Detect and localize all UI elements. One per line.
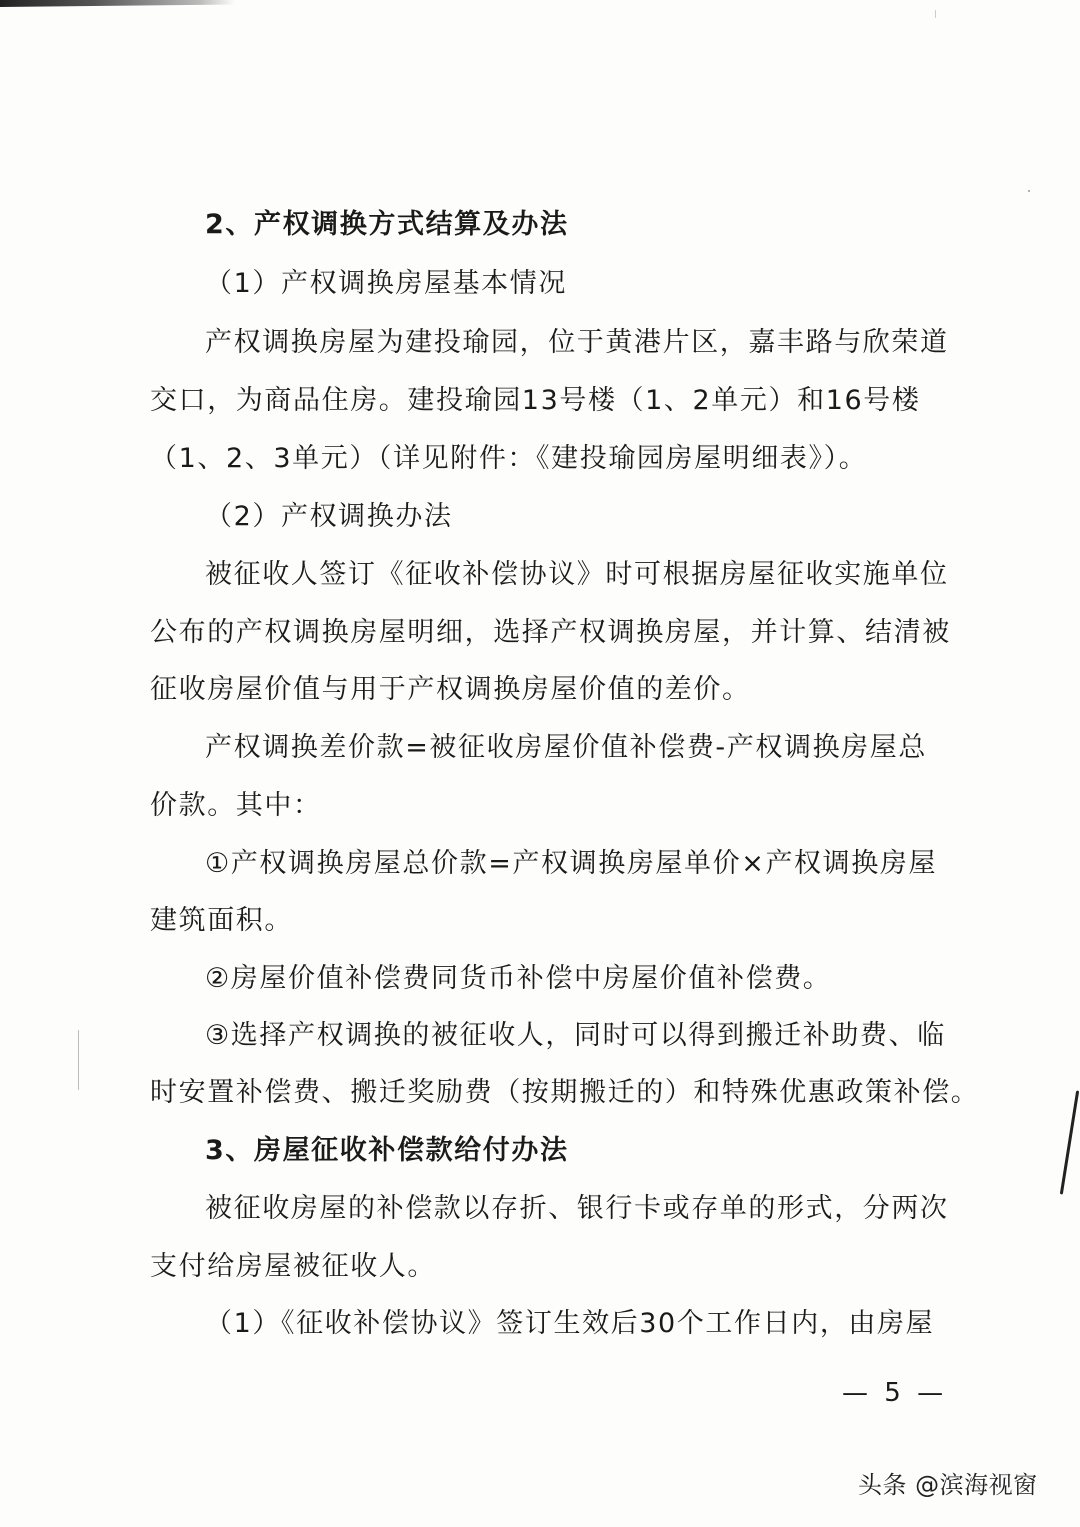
paragraph-line: 时安置补偿费、搬迁奖励费（按期搬迁的）和特殊优惠政策补偿。 <box>150 1077 980 1108</box>
subsection-heading: （1）产权调换房屋基本情况 <box>205 268 567 299</box>
paragraph-line: （1）《征收补偿协议》签订生效后30个工作日内，由房屋 <box>205 1308 935 1339</box>
paragraph-line: ③选择产权调换的被征收人，同时可以得到搬迁补助费、临 <box>205 1020 946 1051</box>
paragraph-line: 被征收房屋的补偿款以存折、银行卡或存单的形式，分两次 <box>205 1193 949 1224</box>
watermark: 头条 @滨海视窗 <box>858 1471 1038 1499</box>
section-heading: 2、产权调换方式结算及办法 <box>205 209 569 240</box>
page-number: — 5 — <box>842 1378 948 1408</box>
scan-speck <box>78 1030 79 1090</box>
paragraph-line: （1、2、3单元）（详见附件：《建投瑜园房屋明细表》）。 <box>150 443 868 474</box>
paragraph-line: 支付给房屋被征收人。 <box>150 1251 436 1282</box>
subsection-heading: （2）产权调换办法 <box>205 501 453 532</box>
paragraph-line: 被征收人签订《征收补偿协议》时可根据房屋征收实施单位 <box>205 559 949 590</box>
scan-speck <box>1028 190 1030 192</box>
scan-edge-shadow <box>0 0 235 7</box>
paragraph-line: 征收房屋价值与用于产权调换房屋价值的差价。 <box>150 674 751 705</box>
paragraph-line: 公布的产权调换房屋明细，选择产权调换房屋，并计算、结清被 <box>150 617 951 648</box>
scan-speck <box>935 10 936 18</box>
paragraph-line: 价款。其中： <box>150 790 322 821</box>
paragraph-line: ①产权调换房屋总价款=产权调换房屋单价×产权调换房屋 <box>205 848 938 879</box>
section-heading: 3、房屋征收补偿款给付办法 <box>205 1135 569 1166</box>
paragraph-line: ②房屋价值补偿费同货币补偿中房屋价值补偿费。 <box>205 963 832 994</box>
paragraph-line: 产权调换差价款=被征收房屋价值补偿费-产权调换房屋总 <box>205 732 927 763</box>
scan-edge-line <box>1060 1090 1079 1194</box>
paragraph-line: 建筑面积。 <box>150 905 293 936</box>
paragraph-line: 交口，为商品住房。建投瑜园13号楼（1、2单元）和16号楼 <box>150 385 921 416</box>
paragraph-line: 产权调换房屋为建投瑜园，位于黄港片区，嘉丰路与欣荣道 <box>205 327 949 358</box>
